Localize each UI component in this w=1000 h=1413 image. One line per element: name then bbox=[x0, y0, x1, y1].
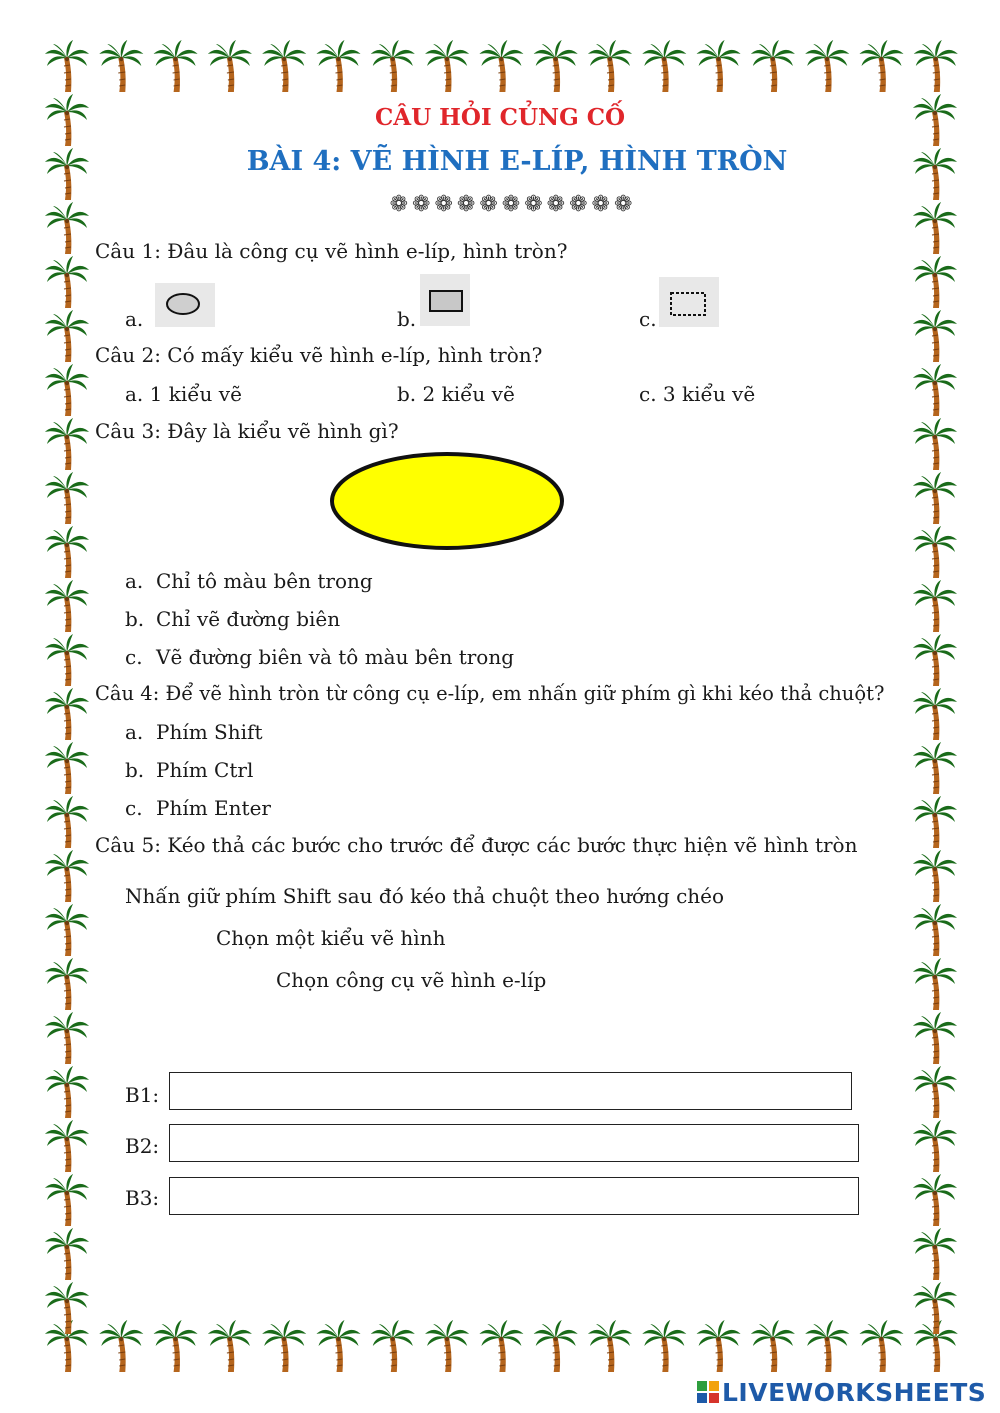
palm-tree-icon bbox=[534, 1320, 578, 1372]
palm-tree-icon bbox=[45, 310, 89, 362]
palm-tree-icon bbox=[317, 1320, 361, 1372]
q4-option-a-label: a. bbox=[125, 720, 144, 744]
select-tool-icon[interactable] bbox=[659, 277, 719, 327]
palm-tree-icon bbox=[588, 40, 632, 92]
question-4: Câu 4: Để vẽ hình tròn từ công cụ e-líp, em nhấn giữ phím gì khi kéo thả chuột? bbox=[95, 682, 885, 705]
palm-tree-icon bbox=[913, 256, 957, 308]
step-1-label: B1: bbox=[125, 1083, 160, 1107]
palm-tree-icon bbox=[642, 40, 686, 92]
palm-tree-icon bbox=[913, 1174, 957, 1226]
palm-tree-icon bbox=[45, 1282, 89, 1334]
palm-tree-icon bbox=[45, 796, 89, 848]
palm-tree-icon bbox=[913, 958, 957, 1010]
flower-ornament: ❁❁❁❁❁❁❁❁❁❁❁ bbox=[389, 192, 637, 217]
palm-tree-icon bbox=[913, 1282, 957, 1334]
q3-option-a-label: a. bbox=[125, 569, 144, 593]
question-5: Câu 5: Kéo thả các bước cho trước để được các bước thực hiện vẽ hình tròn bbox=[95, 833, 858, 857]
step-3-drop-box[interactable] bbox=[169, 1177, 859, 1215]
step-1-drop-box[interactable] bbox=[169, 1072, 852, 1110]
q1-option-a-label: a. bbox=[125, 307, 144, 331]
rectangle-tool-icon[interactable] bbox=[420, 274, 470, 326]
q4-option-b[interactable]: Phím Ctrl bbox=[156, 758, 254, 782]
palm-tree-icon bbox=[45, 634, 89, 686]
palm-tree-icon bbox=[913, 472, 957, 524]
q3-option-a[interactable]: Chỉ tô màu bên trong bbox=[156, 569, 373, 593]
palm-tree-icon bbox=[913, 1012, 957, 1064]
step-2-drop-box[interactable] bbox=[169, 1124, 859, 1162]
palm-tree-icon bbox=[913, 1228, 957, 1280]
q4-option-b-label: b. bbox=[125, 758, 145, 782]
worksheet-title: BÀI 4: VẼ HÌNH E-LÍP, HÌNH TRÒN bbox=[246, 146, 788, 177]
palm-tree-icon bbox=[913, 796, 957, 848]
q3-option-b[interactable]: Chỉ vẽ đường biên bbox=[156, 607, 341, 631]
q3-option-c[interactable]: Vẽ đường biên và tô màu bên trong bbox=[156, 645, 515, 669]
palm-tree-icon bbox=[45, 1120, 89, 1172]
yellow-ellipse-figure bbox=[328, 450, 568, 554]
palm-tree-icon bbox=[479, 1320, 523, 1372]
palm-tree-icon bbox=[913, 904, 957, 956]
palm-tree-icon bbox=[45, 688, 89, 740]
question-1: Câu 1: Đâu là công cụ vẽ hình e-líp, hình tròn? bbox=[95, 239, 568, 263]
drag-item-shift-drag[interactable]: Nhấn giữ phím Shift sau đó kéo thả chuột theo hướng chéo bbox=[125, 884, 725, 908]
liveworksheets-brand: LIVEWORKSHEETS bbox=[722, 1378, 987, 1407]
palm-tree-icon bbox=[805, 40, 849, 92]
palm-tree-icon bbox=[913, 310, 957, 362]
palm-tree-icon bbox=[913, 364, 957, 416]
palm-tree-icon bbox=[45, 526, 89, 578]
palm-tree-icon bbox=[45, 1012, 89, 1064]
palm-tree-icon bbox=[262, 1320, 306, 1372]
q1-option-b-label: b. bbox=[397, 307, 417, 331]
palm-tree-icon bbox=[913, 634, 957, 686]
palm-tree-icon bbox=[913, 688, 957, 740]
palm-tree-icon bbox=[371, 40, 415, 92]
q4-option-c[interactable]: Phím Enter bbox=[156, 796, 271, 820]
palm-tree-icon bbox=[208, 1320, 252, 1372]
palm-tree-icon bbox=[534, 40, 578, 92]
palm-tree-icon bbox=[697, 40, 741, 92]
liveworksheets-logo-icon bbox=[697, 1381, 719, 1403]
palm-tree-icon bbox=[860, 1320, 904, 1372]
palm-tree-icon bbox=[913, 580, 957, 632]
palm-tree-icon bbox=[45, 40, 89, 92]
palm-tree-icon bbox=[45, 742, 89, 794]
palm-tree-icon bbox=[154, 1320, 198, 1372]
palm-tree-icon bbox=[371, 1320, 415, 1372]
palm-tree-icon bbox=[913, 418, 957, 470]
step-2-label: B2: bbox=[125, 1134, 160, 1158]
palm-tree-icon bbox=[479, 40, 523, 92]
q2-option-b[interactable]: b. 2 kiểu vẽ bbox=[397, 382, 515, 406]
palm-tree-icon bbox=[99, 1320, 143, 1372]
palm-tree-icon bbox=[45, 364, 89, 416]
palm-tree-icon bbox=[913, 1120, 957, 1172]
q4-option-c-label: c. bbox=[125, 796, 143, 820]
drag-item-choose-style[interactable]: Chọn một kiểu vẽ hình bbox=[216, 926, 446, 950]
q3-option-b-label: b. bbox=[125, 607, 145, 631]
palm-tree-icon bbox=[45, 850, 89, 902]
palm-tree-icon bbox=[914, 40, 958, 92]
palm-tree-icon bbox=[45, 1174, 89, 1226]
palm-tree-icon bbox=[154, 40, 198, 92]
palm-tree-icon bbox=[751, 40, 795, 92]
palm-tree-icon bbox=[805, 1320, 849, 1372]
q1-option-c-label: c. bbox=[639, 307, 657, 331]
palm-tree-icon bbox=[642, 1320, 686, 1372]
palm-tree-icon bbox=[425, 40, 469, 92]
palm-tree-icon bbox=[913, 526, 957, 578]
palm-tree-icon bbox=[860, 40, 904, 92]
palm-tree-icon bbox=[751, 1320, 795, 1372]
palm-tree-icon bbox=[913, 1066, 957, 1118]
palm-tree-icon bbox=[425, 1320, 469, 1372]
q4-option-a[interactable]: Phím Shift bbox=[156, 720, 263, 744]
palm-tree-icon bbox=[45, 418, 89, 470]
palm-tree-icon bbox=[45, 256, 89, 308]
q3-option-c-label: c. bbox=[125, 645, 143, 669]
palm-tree-icon bbox=[45, 580, 89, 632]
worksheet-subtitle: CÂU HỎI CỦNG CỐ bbox=[374, 104, 626, 131]
palm-tree-icon bbox=[262, 40, 306, 92]
palm-tree-icon bbox=[45, 958, 89, 1010]
question-2: Câu 2: Có mấy kiểu vẽ hình e-líp, hình tròn? bbox=[95, 343, 543, 367]
palm-tree-icon bbox=[588, 1320, 632, 1372]
palm-tree-icon bbox=[913, 850, 957, 902]
palm-tree-icon bbox=[45, 1228, 89, 1280]
question-3: Câu 3: Đây là kiểu vẽ hình gì? bbox=[95, 419, 399, 443]
q2-option-a[interactable]: a. 1 kiểu vẽ bbox=[125, 382, 242, 406]
step-3-label: B3: bbox=[125, 1186, 160, 1210]
q2-option-c[interactable]: c. 3 kiểu vẽ bbox=[639, 382, 756, 406]
palm-tree-icon bbox=[45, 1066, 89, 1118]
palm-tree-icon bbox=[697, 1320, 741, 1372]
palm-tree-icon bbox=[317, 40, 361, 92]
palm-tree-icon bbox=[208, 40, 252, 92]
ellipse-tool-icon[interactable] bbox=[155, 283, 215, 327]
palm-tree-icon bbox=[45, 472, 89, 524]
drag-item-choose-ellipse-tool[interactable]: Chọn công cụ vẽ hình e-líp bbox=[276, 968, 547, 992]
palm-tree-icon bbox=[913, 742, 957, 794]
palm-tree-icon bbox=[99, 40, 143, 92]
palm-tree-icon bbox=[45, 904, 89, 956]
